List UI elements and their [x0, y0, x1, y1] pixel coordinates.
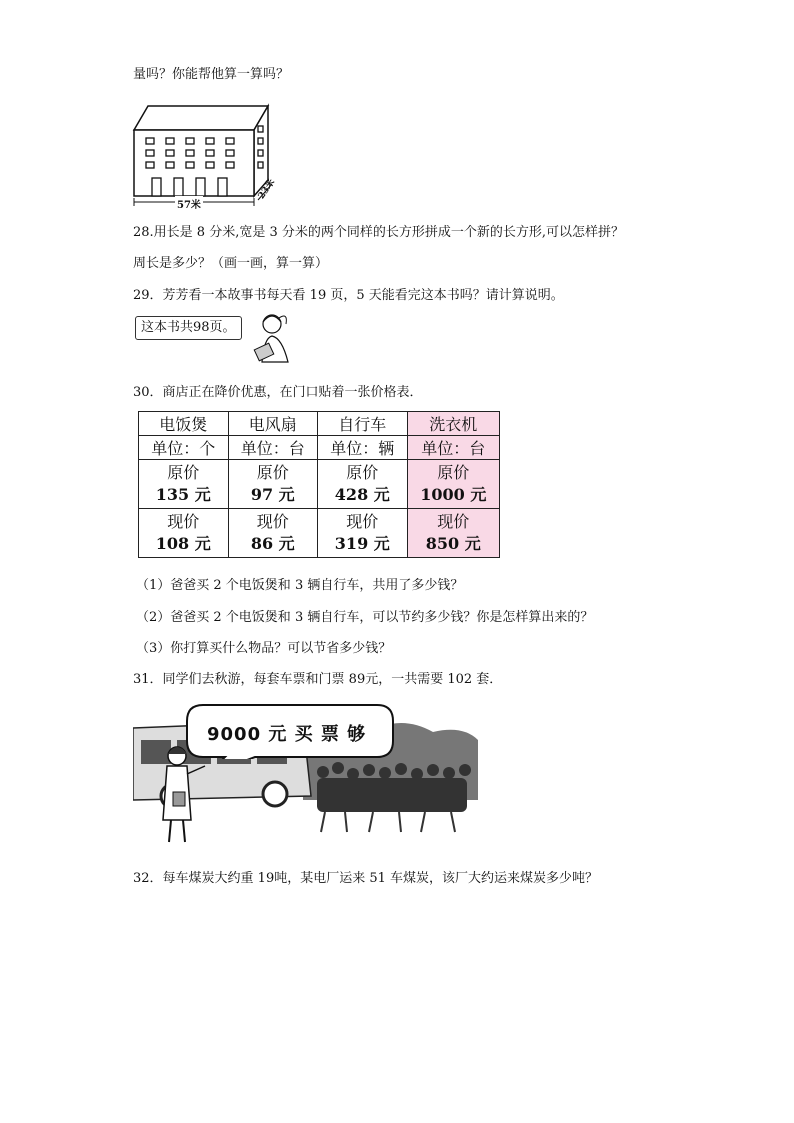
table-cell: [407, 509, 499, 558]
original-price-label: 原价: [256, 463, 289, 482]
table-row: [139, 436, 500, 460]
table-row: [139, 509, 500, 558]
question-30: 30．商店正在降价优惠，在门口贴着一张价格表．: [133, 385, 423, 400]
table-header-cell: 洗衣机: [407, 412, 499, 436]
speech-bubble-text: 9000 元 买 票 够: [207, 724, 367, 745]
table-row: [139, 412, 500, 436]
question-27-continuation: 量吗？你能帮他算一算吗？: [133, 67, 290, 82]
table-cell: [139, 460, 229, 509]
question-30-sub2: （2）爸爸买 2 个电饭煲和 3 辆自行车，可以节约多少钱？你是怎样算出来的？: [136, 610, 594, 625]
table-row: [139, 460, 500, 509]
table-cell: 单位：个: [139, 436, 229, 460]
price-table: [138, 411, 500, 558]
question-29: 29．芳芳看一本故事书每天看 19 页，5 天能看完这本书吗？请计算说明。: [133, 288, 564, 303]
table-cell: 单位：辆: [318, 436, 408, 460]
original-price-label: 原价: [346, 463, 379, 482]
question-30-sub3: （3）你打算买什么物品？可以节省多少钱？: [136, 641, 392, 656]
current-price-label: 现价: [346, 512, 379, 531]
table-cell: [318, 460, 408, 509]
building-width-label: 57米: [175, 196, 203, 211]
current-price-label: 现价: [256, 512, 289, 531]
original-price-label: 原价: [167, 463, 200, 482]
current-price: 850 元: [425, 534, 481, 553]
table-cell: [228, 460, 318, 509]
question-28-line2: 周长是多少？（画一画，算一算）: [133, 256, 329, 271]
question-31: 31．同学们去秋游，每套车票和门票 89元，一共需要 102 套．: [133, 672, 503, 687]
book-pages-label: 这本书共98页。: [135, 316, 242, 340]
table-cell: 单位：台: [407, 436, 499, 460]
current-price-label: 现价: [167, 512, 200, 531]
question-32: 32．每车煤炭大约重 19吨，某电厂运来 51 车煤炭，该厂大约运来煤炭多少吨？: [133, 871, 599, 886]
table-cell: [139, 509, 229, 558]
girl-reading-illustration: [248, 310, 296, 366]
table-header-cell: 自行车: [318, 412, 408, 436]
original-price: 97 元: [250, 485, 295, 504]
question-28-line1: 28.用长是 8 分米,宽是 3 分米的两个同样的长方形拼成一个新的长方形,可以怎样拼？: [133, 225, 625, 240]
original-price: 135 元: [155, 485, 211, 504]
original-price-label: 原价: [437, 463, 470, 482]
current-price: 319 元: [334, 534, 390, 553]
table-cell: [318, 509, 408, 558]
table-cell: [407, 460, 499, 509]
table-cell: [228, 509, 318, 558]
original-price: 428 元: [334, 485, 390, 504]
question-30-sub1: （1）爸爸买 2 个电饭煲和 3 辆自行车，共用了多少钱？: [136, 578, 464, 593]
current-price-label: 现价: [437, 512, 470, 531]
current-price: 108 元: [155, 534, 211, 553]
table-cell: 单位：台: [228, 436, 318, 460]
table-header-cell: 电风扇: [228, 412, 318, 436]
original-price: 1000 元: [420, 485, 487, 504]
table-header-cell: 电饭煲: [139, 412, 229, 436]
current-price: 86 元: [250, 534, 295, 553]
building-depth-label: 23米: [256, 177, 278, 202]
